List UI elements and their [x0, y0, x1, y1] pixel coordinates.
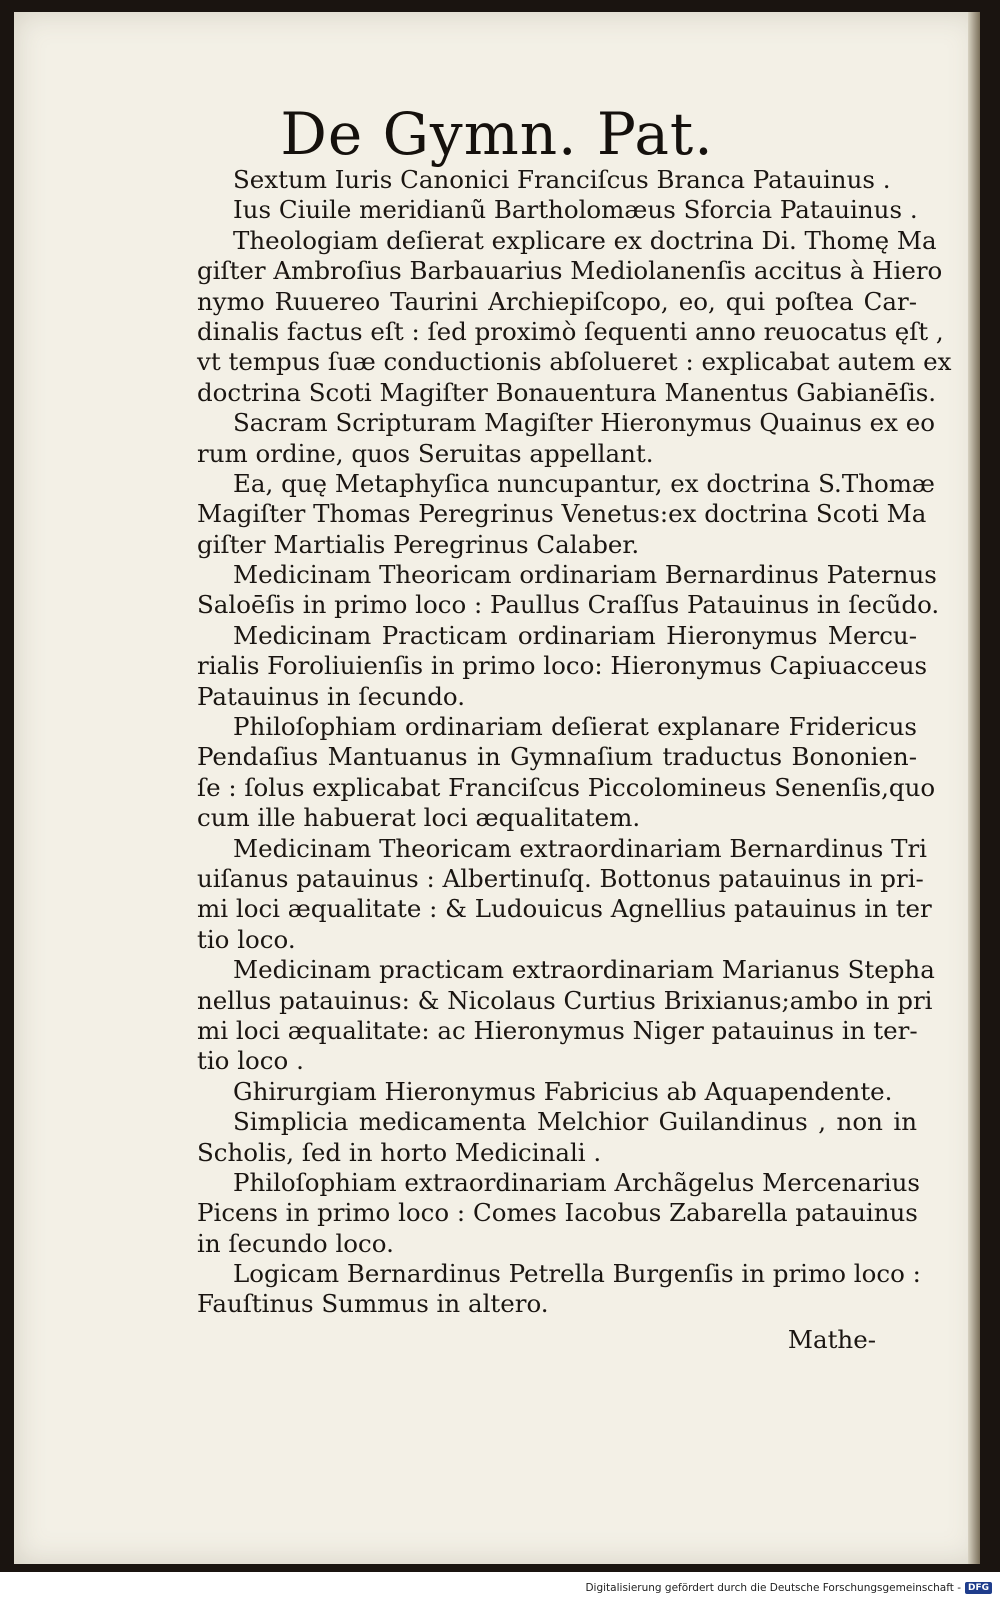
text-line: Patauinus in ſecundo.	[197, 681, 466, 711]
text-line: Pendaſius Mantuanus in Gymnaſium traductus Bononien-	[197, 742, 917, 772]
text-line: Medicinam practicam extraordinariam Marianus Stepha	[233, 955, 935, 985]
text-line: Philoſophiam extraordinariam Archãgelus Mercenarius	[233, 1167, 920, 1197]
page-title: De Gymn. Pat.	[280, 100, 714, 168]
text-line: Medicinam Practicam ordinariam Hieronymus Mercu-	[233, 620, 917, 650]
text-line: Scholis, ſed in horto Medicinali .	[197, 1137, 602, 1167]
text-line: Logicam Bernardinus Petrella Burgenſis in primo loco :	[233, 1259, 921, 1289]
text-line: ſe : ſolus explicabat Franciſcus Piccolomineus Senenſis,quo	[197, 772, 936, 802]
text-line: Medicinam Theoricam extraordinariam Bernardinus Tri	[233, 833, 927, 863]
text-line: rum ordine, quos Seruitas appellant.	[197, 438, 654, 468]
text-line: Theologiam deſierat explicare ex doctrina Di. Thomę Ma	[233, 225, 937, 255]
page-text-body	[197, 165, 952, 1320]
credit-text: Digitalisierung gefördert durch die Deutsche Forschungsgemeinschaft -	[585, 1582, 961, 1594]
dfg-logo: DFG	[965, 1582, 992, 1594]
text-line: Saloēſis in primo loco : Paullus Craſſus Patauinus in ſecũdo.	[197, 590, 940, 620]
page-spine-edge	[968, 12, 980, 1564]
text-line: Ghirurgiam Hieronymus Fabricius ab Aquapendente.	[233, 1076, 893, 1106]
book-page	[14, 12, 980, 1564]
catchword: Mathe-	[787, 1325, 876, 1354]
text-line: tio loco .	[197, 1046, 304, 1076]
text-line: mi loci æqualitate : & Ludouicus Agnellius patauinus in ter	[197, 894, 932, 924]
text-line: uiſanus patauinus : Albertinuſq. Bottonus patauinus in pri-	[197, 863, 924, 893]
text-line: Fauſtinus Summus in altero.	[197, 1289, 549, 1319]
text-line: vt tempus ſuæ conductionis abſolueret : explicabat autem ex	[197, 347, 952, 377]
text-line: Medicinam Theoricam ordinariam Bernardinus Paternus	[233, 560, 937, 590]
text-line: nellus patauinus: & Nicolaus Curtius Brixianus;ambo in pri	[197, 985, 933, 1015]
text-line: giſter Martialis Peregrinus Calaber.	[197, 529, 640, 559]
text-line: Simplicia medicamenta Melchior Guilandinus , non in	[233, 1107, 917, 1137]
text-line: Magiſter Thomas Peregrinus Venetus:ex doctrina Scoti Ma	[197, 499, 927, 529]
text-line: Picens in primo loco : Comes Iacobus Zabarella patauinus	[197, 1198, 918, 1228]
text-line: Sextum Iuris Canonici Franciſcus Branca Patauinus .	[233, 165, 891, 194]
text-line: Sacram Scripturam Magiſter Hieronymus Quainus ex eo	[233, 408, 936, 438]
text-line: cum ille habuerat loci æqualitatem.	[197, 803, 641, 833]
text-line: nymo Ruuereo Taurini Archiepiſcopo, eo, qui poſtea Car-	[197, 286, 917, 316]
text-line: doctrina Scoti Magiſter Bonauentura Manentus Gabianēſis.	[197, 377, 937, 407]
text-line: Ea, quę Metaphyſica nuncupantur, ex doctrina S.Thomæ	[233, 468, 935, 498]
digitization-credit	[585, 1582, 992, 1594]
text-line: rialis Foroliuienſis in primo loco: Hieronymus Capiuacceus	[197, 651, 928, 681]
text-line: dinalis factus eſt : ſed proximò ſequenti anno reuocatus ęſt ,	[197, 316, 944, 346]
text-line: Philoſophiam ordinariam deſierat explanare Fridericus	[233, 712, 917, 742]
text-line: tio loco.	[197, 924, 296, 954]
text-line: mi loci æqualitate: ac Hieronymus Niger patauinus in ter-	[197, 1015, 918, 1045]
text-line: in ſecundo loco.	[197, 1228, 394, 1258]
text-line: giſter Ambroſius Barbauarius Mediolanenſis accitus à Hiero	[197, 256, 943, 286]
text-line: Ius Ciuile meridianũ Bartholomæus Sforcia Patauinus .	[233, 195, 918, 225]
